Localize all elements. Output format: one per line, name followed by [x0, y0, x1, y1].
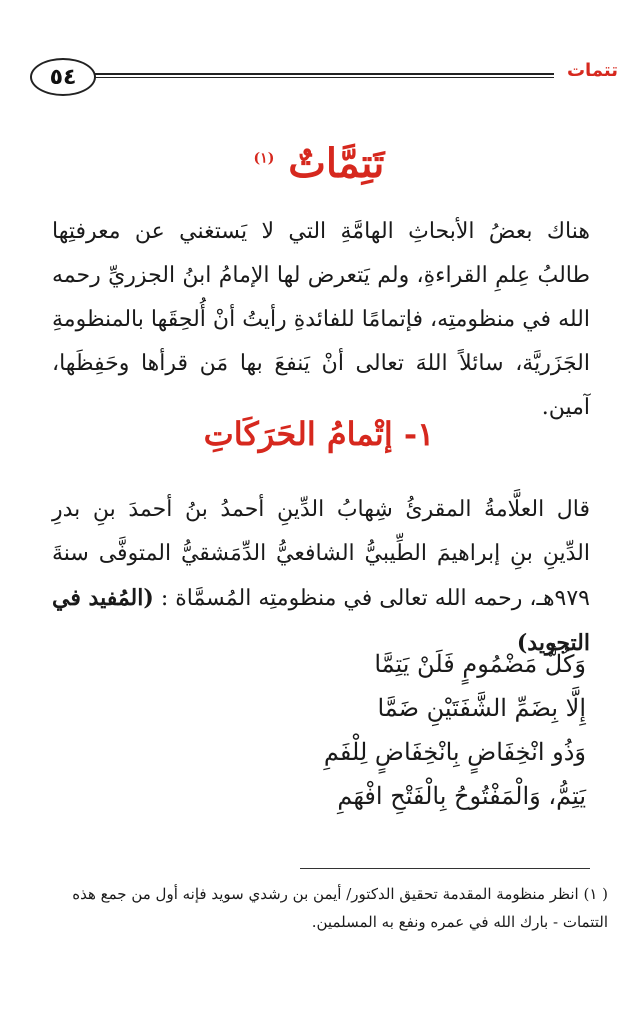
footnote: ( ١) انظر منظومة المقدمة تحقيق الدكتور/ أيمن بن رشدي سويد فإنه أول من جمع هذه التتمات - بارك الله في عمره ونفع به المسلمين.	[72, 885, 608, 931]
footnote-divider	[300, 868, 590, 869]
verse-line: وَذُو انْخِفَاضٍ بِانْخِفَاضٍ لِلْفَمِ	[323, 738, 586, 766]
page-number: ٥٤	[30, 58, 96, 96]
verse-line: يَتِمُّ، وَالْمَفْتُوحُ بِالْفَتْحِ افْهَمِ	[337, 782, 586, 810]
section-paragraph-text: قال العلَّامةُ المقرئُ شِهابُ الدِّينِ أحمدُ بنُ أحمدَ بنِ بدرِ الدِّينِ بنِ إبراهيمَ الطِّيبيُّ الشافعيُّ الدِّمَشقيُّ المتوفَّى سنةَ ٩٧٩هـ، رحمه الله تعالى في منظومتِه المُسمَّاة :	[52, 497, 590, 611]
book-title: (المُفيد في التجويد)	[52, 585, 590, 656]
section-paragraph	[52, 488, 590, 666]
section-heading: ١- إتْمامُ الحَرَكَاتِ	[203, 415, 435, 453]
title-footnote-marker: (١)	[253, 150, 275, 167]
verse-line: وَكُلُّ مَضْمُومٍ فَلَنْ يَتِمَّا	[374, 650, 586, 678]
page-header	[20, 58, 618, 98]
poem-verses	[60, 642, 586, 818]
page-title-text: تَتِمَّاتٌ	[288, 140, 385, 187]
running-title: تتمات	[566, 60, 618, 81]
verse-line: إِلَّا بِضَمِّ الشَّفَتَيْنِ ضَمَّا	[377, 694, 586, 722]
intro-paragraph: هناك بعضُ الأبحاثِ الهامَّةِ التي لا يَستغني عن معرفتِها طالبُ عِلمِ القراءةِ، ولم يَتعرض لها الإمامُ ابنُ الجزريِّ رحمه الله في منظومتِه، فإتمامًا للفائدةِ رأيتُ أنْ أُلحِقَها بالمنظومةِ الجَزَريَّة، سائلاً اللهَ تعالى أنْ يَنفعَ بها مَن قرأها وحَفِظَها، آمين.	[52, 219, 590, 420]
header-rule	[94, 73, 554, 78]
page-title	[0, 140, 638, 187]
